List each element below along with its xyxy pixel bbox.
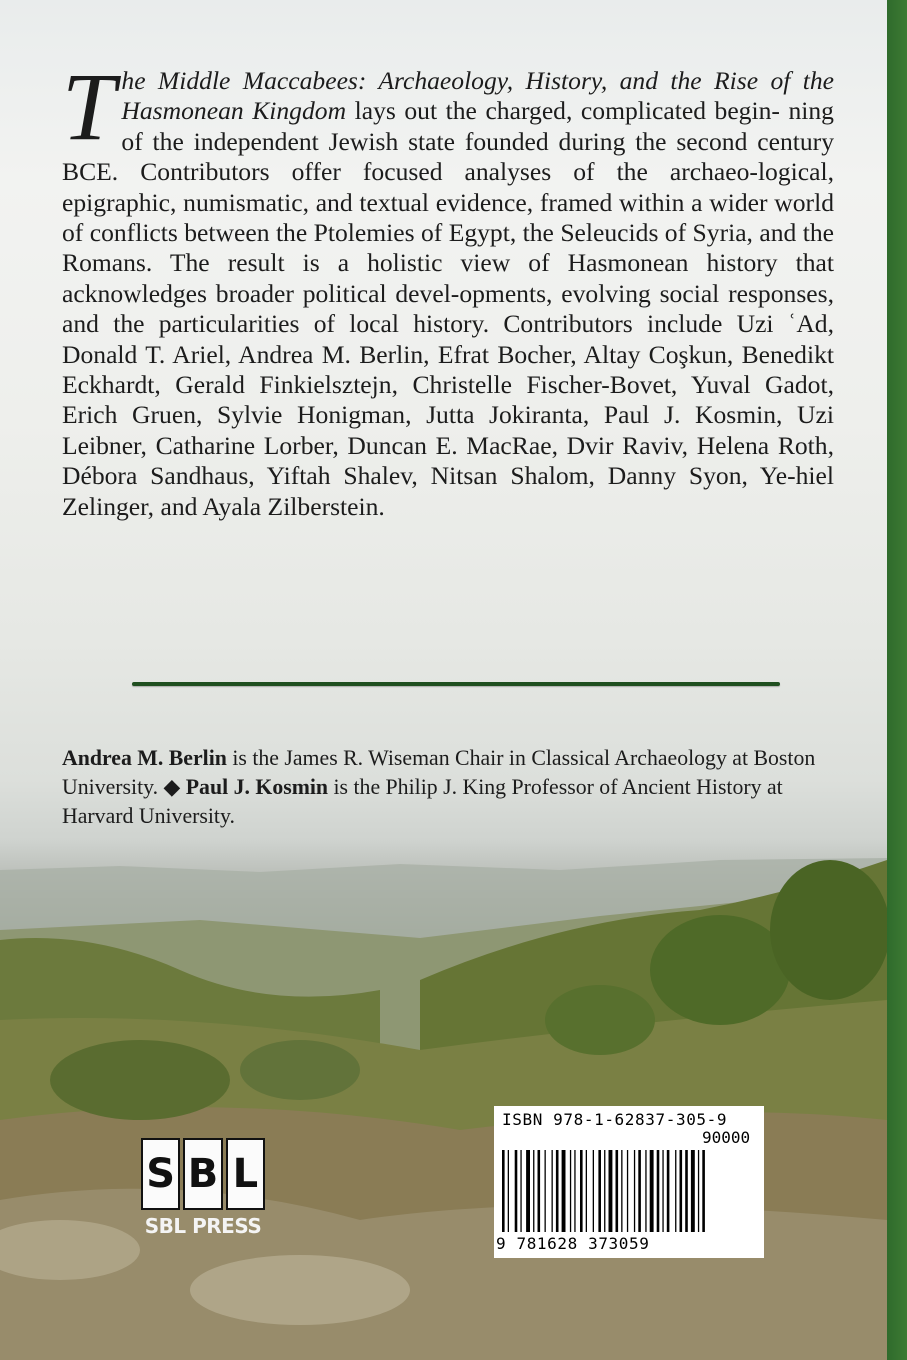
barcode-bar: [627, 1150, 628, 1232]
barcode-bar: [508, 1150, 509, 1232]
barcode-bar: [552, 1150, 553, 1232]
publisher-name: SBL PRESS: [144, 1214, 262, 1238]
blurb-text-part1: lays out the charged, complicated begin-: [346, 96, 780, 126]
barcode-bar: [685, 1150, 688, 1232]
barcode-bar: [526, 1150, 530, 1232]
barcode-bar: [593, 1150, 594, 1232]
author-name-berlin: Andrea M. Berlin: [62, 746, 227, 770]
barcode-bar: [667, 1150, 670, 1232]
price-code: 90000: [702, 1128, 751, 1147]
barcode-bar: [586, 1150, 587, 1232]
bio-text-berlin: is the James R. Wiseman Chair in Classical Archaeology at Boston University.: [62, 746, 816, 799]
barcode-bar: [598, 1150, 601, 1232]
blurb-text-part2: ning of the independent Jewish state founded during the second century BCE. Contributors offer focused analyses of the archaeo-logical, epigraphic, numismatic, and textual evidence, framed within a wider world of conflicts between the Ptolemies of Egypt, the Seleucids of Syria, and the Romans. The result is a holistic view of Hasmonean history that acknowledges broader political devel-opments, evolving social responses, and the particularities of local history. Contributors include Uzi ʿAd, Donald T. Ariel, Andrea M. Berlin, Efrat Bocher, Altay Coşkun, Benedikt Eckhardt, Gerald Finkielsztejn, Christelle Fischer-Bovet, Yuval Gadot, Erich Gruen, Sylvie Honigman, Jutta Jokiranta, Paul J. Kosmin, Uzi Leibner, Catharine Lorber, Duncan E. MacRae, Dvir Raviv, Helena Roth, Débora Sandhaus, Yiftah Shalev, Nitsan Shalom, Danny Syon, Ye-hiel Zelinger, and Ayala Zilberstein.: [62, 96, 834, 521]
divider-rule: [132, 682, 780, 686]
barcode-bar: [698, 1150, 699, 1232]
barcode-bar: [502, 1150, 505, 1232]
blurb-paragraph: [62, 53, 834, 522]
author-bio: [62, 744, 834, 831]
spine-edge: [887, 0, 907, 1360]
barcode-bar: [634, 1150, 635, 1232]
barcode-bar: [616, 1150, 619, 1232]
barcode-bar: [691, 1150, 695, 1232]
barcode-bar: [520, 1150, 521, 1232]
barcode-bar: [570, 1150, 571, 1232]
sbl-press-logo: [137, 1138, 269, 1240]
isbn-barcode-block: [494, 1106, 764, 1258]
barcode-bar: [556, 1150, 559, 1232]
barcode-bar: [662, 1150, 663, 1232]
barcode-bar: [638, 1150, 641, 1232]
logo-letters: [141, 1138, 265, 1210]
barcode-bar: [609, 1150, 613, 1232]
logo-letter-l: L: [226, 1138, 265, 1210]
book-title-part1: he Middle Maccabees: Archaeology, History, and the Rise of the: [121, 66, 834, 95]
barcode-bar: [680, 1150, 683, 1232]
barcode-bar: [657, 1150, 660, 1232]
barcode-bar: [604, 1150, 605, 1232]
barcode-bar: [533, 1150, 534, 1232]
barcode-bar: [545, 1150, 546, 1232]
author-name-kosmin: Paul J. Kosmin: [185, 775, 329, 799]
bio-text-kosmin: is the Philip J. King Professor of Ancient History at Harvard University.: [62, 775, 783, 828]
barcode-bar: [702, 1150, 705, 1232]
book-title-part2: Hasmonean Kingdom: [121, 96, 347, 126]
barcode-bar: [645, 1150, 646, 1232]
barcode-bar: [650, 1150, 654, 1232]
barcode-bar: [515, 1150, 518, 1232]
diamond-separator-icon: ◆: [163, 775, 181, 799]
landscape-photo: [0, 820, 887, 1360]
drop-cap: T: [62, 53, 116, 160]
barcode-bar: [562, 1150, 566, 1232]
barcode-bar: [675, 1150, 676, 1232]
logo-letter-s: S: [141, 1138, 180, 1210]
ean-digits: 9 781628 373059: [496, 1234, 650, 1253]
barcode-bar: [580, 1150, 583, 1232]
logo-letter-b: B: [183, 1138, 222, 1210]
barcode-bar: [621, 1150, 622, 1232]
barcode-bar: [574, 1150, 575, 1232]
barcode-icon: [502, 1150, 756, 1234]
barcode-bar: [538, 1150, 541, 1232]
isbn-label: ISBN 978-1-62837-305-9: [502, 1110, 728, 1129]
